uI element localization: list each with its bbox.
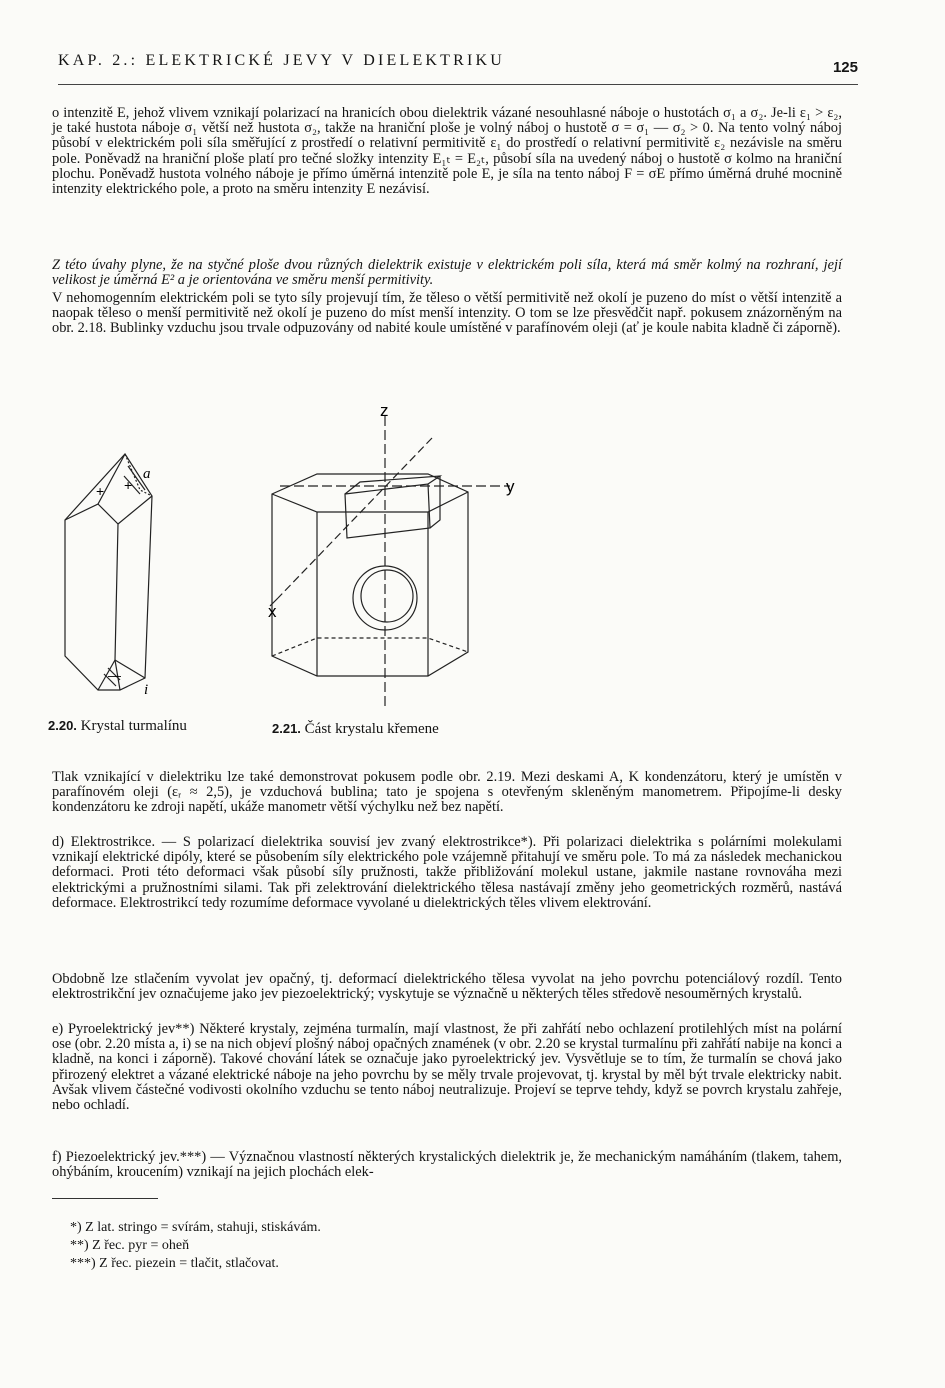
- caption-number: 2.20.: [48, 718, 77, 733]
- plus-sign-2: +: [124, 477, 133, 493]
- figures: [40, 398, 580, 748]
- tourmaline-crystal: [65, 454, 152, 690]
- paragraph-2: Z této úvahy plyne, že na styčné ploše dvou různých dielektrik existuje v elektrickém poli síla, která má směr kolmý na rozhraní, její velikost je úměrná E² a je orientována ve směru menší permitivity.: [52, 257, 842, 289]
- paragraph-6: Obdobně lze stlačením vyvolat jev opačný, tj. deformací dielektrického tělesa vyvolat na jeho povrchu potenciálový rozdíl. Tento elektrostrikční jev označujeme jako jev piezoelektrický; vyskytuje se význačně u některých těles středově nesouměrných krystalů.: [52, 971, 842, 1003]
- label-i: i: [144, 682, 149, 698]
- paragraph-8: f) Piezoelektrický jev.***) — Význačnou vlastností některých krystalických dielektrik je, že mechanickým namáháním (tlakem, tahem, ohýbáním, kroucením) vznikají na jejich plochách elek-: [52, 1149, 842, 1181]
- label-a: a: [143, 466, 151, 482]
- paragraph-1: o intenzitě E, jehož vlivem vznikají polarizací na hranicích obou dielektrik vázané nesouhlasné náboje o hustotách σ₁ a σ₂. Je-li ε₁ > ε₂, je také hustota náboje σ₁ větší než hustota σ₂, takže na hraniční ploše je volný náboj o hustotě σ = σ₁ — σ₂ > 0. Na tento volný náboj působí v elektrickém poli síla směřující z prostředí o relativní permitivitě ε₁ do prostředí o relativní permitivitě ε₂ nezávisle na směru pole. Poněvadž na hraniční ploše platí pro tečné složky intenzity E₁ₜ = E₂ₜ, působí síla na uvedený náboj o hustotě σ kolmo na hraniční plochu. Poněvadž hustota volného náboje je přímo úměrná intenzitě pole E, je síla na tento náboj F = σE přímo úměrná druhé mocnině intenzity elektrického pole, a proto na směru intenzity E nezávisí.: [52, 105, 842, 198]
- footnote-1: *) Z lat. stringo = svírám, stahuji, stiskávám.: [70, 1220, 321, 1235]
- axis-z-label: z: [380, 401, 389, 420]
- paragraph-3: V nehomogenním elektrickém poli se tyto síly projevují tím, že těleso o větší permitivitě než okolí je puzeno do míst o větší intenzitě a naopak těleso o menší permitivitě než okolí je puzeno do míst menší intenzity. O tom se lze přesvědčit např. pokusem znázorněným na obr. 2.18. Bublinky vzduchu jsou trvale odpuzovány od nabité koule umístěné v parafínovém oleji (ať je koule nabita kladně či záporně).: [52, 290, 842, 337]
- paragraph-5: d) Elektrostrikce. — S polarizací dielektrika souvisí jev zvaný elektrostrikce*). Při polarizaci dielektrika s polárními molekulami vznikají elektrické dipóly, které se působením síly elektrického pole vzájemně přitahují ve směru pole. To má za následek mechanickou deformaci. Proti této deformaci však působí síly pružnosti, takže přibližování molekul ustane, jakmile nastane rovnováha mezi elektrickými a pružnostními silami. Tak při zelektrování dielektrického tělesa nastávají změny jeho geometrických rozměrů, nastává deformace. Elektrostrikcí tedy rozumíme deformace vyvolané u dielektrických těles vlivem elektrování.: [52, 834, 842, 911]
- footnote-3: ***) Z řec. piezein = tlačit, stlačovat.: [70, 1256, 279, 1271]
- running-header: [58, 52, 858, 92]
- caption-text: Část krystalu křemene: [304, 721, 439, 737]
- axis-y-label: y: [506, 477, 515, 496]
- page-number: 125: [832, 59, 858, 76]
- axis-x-label: x: [268, 602, 277, 621]
- footnote-rule: [52, 1198, 158, 1199]
- caption-fig-2-21: [272, 721, 439, 738]
- paragraph-7: e) Pyroelektrický jev**) Některé krystaly, zejména turmalín, mají vlastnost, že při zahřátí nebo ochlazení protilehlých míst na polární ose (obr. 2.20 místa a, i) se na nich objeví plošný náboj opačných znamének (v obr. 2.20 se krystal turmalínu při zahřátí nabije na konci a kladně, na konci i záporně). Takové chování látek se označuje jako pyroelektrický jev. Vysvětluje se to tím, že turmalín se chová jako přirozený elektret a vázané elektrické náboje na jeho povrchu by se měly trvale projevovat, tj. krystal by měl být trvale elektricky nabit. Avšak vlivem částečné vodivosti okolního vzduchu se tento náboj neutralizuje. Projeví se teprve tehdy, když se povrch krystalu zahřeje, nebo ochladí.: [52, 1021, 842, 1114]
- header-rule: [58, 84, 858, 85]
- plus-sign-1: +: [96, 483, 105, 499]
- minus-sign: —: [108, 668, 121, 683]
- footnote-2: **) Z řec. pyr = oheň: [70, 1238, 190, 1253]
- running-head: KAP. 2.: ELEKTRICKÉ JEVY V DIELEKTRIKU: [58, 52, 506, 69]
- caption-number: 2.21.: [272, 721, 301, 736]
- paragraph-4: Tlak vznikající v dielektriku lze také demonstrovat pokusem podle obr. 2.19. Mezi deskami A, K kondenzátoru, který je umístěn v parafínovém oleji (εᵣ ≈ 2,5), je vzduchová bublina; tato je spojena s otevřeným skleněným manometrem. Připojíme-li desky kondenzátoru ke zdroji napětí, ukáže manometr větší výchylku než bez napětí.: [52, 769, 842, 816]
- caption-fig-2-20: [48, 718, 187, 735]
- caption-text: Krystal turmalínu: [80, 718, 187, 734]
- quartz-crystal: [270, 416, 510, 708]
- figure-illustrations: [40, 398, 580, 748]
